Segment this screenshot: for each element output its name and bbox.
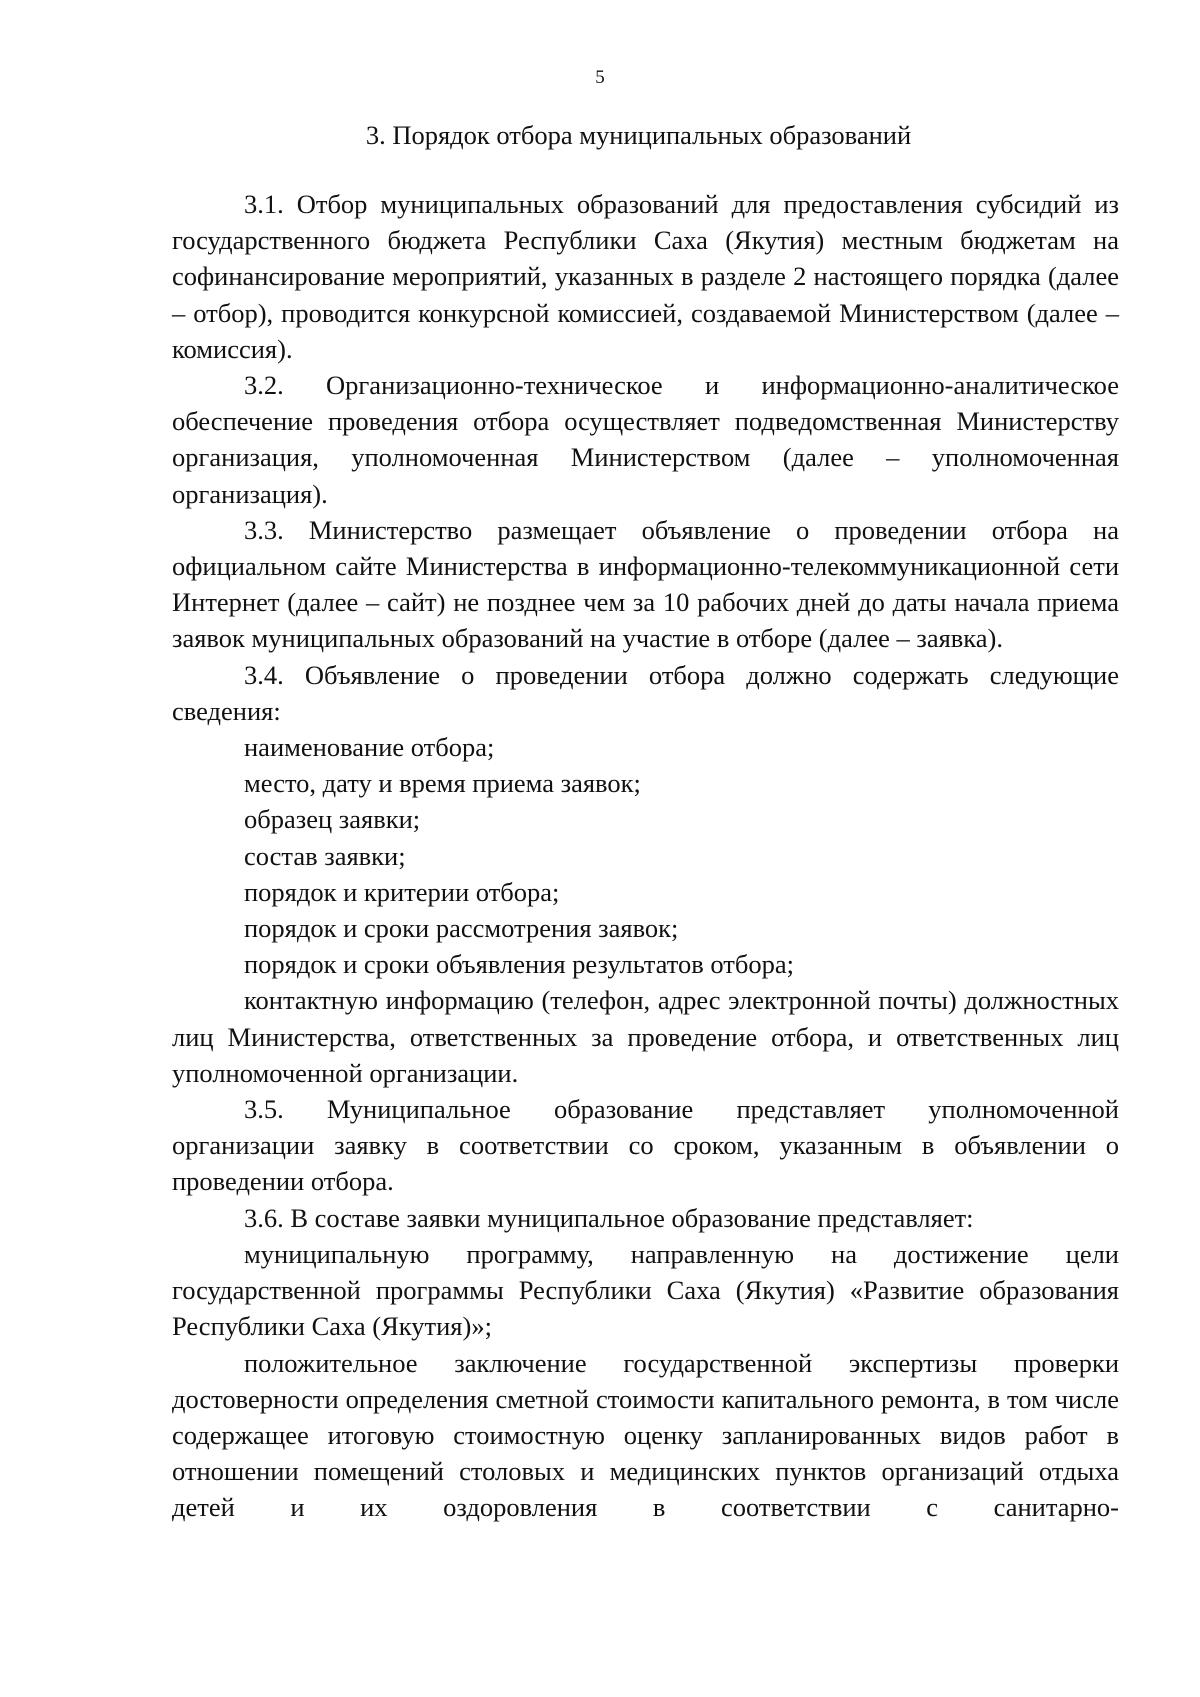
paragraph-3-6: 3.6. В составе заявки муниципальное образование представляет: <box>244 1202 974 1233</box>
paragraph-3-1: 3.1. Отбор муниципальных образований для предоставления субсидий из государственного бюджета Республики Саха (Якутия) местным бюджетам на софинансирование мероприятий, указанных в разделе 2 настоящего порядка (далее – отбор), проводится конкурсной комиссией, создаваемой Министерством (далее – комиссия). <box>172 189 1119 364</box>
list-item: муниципальную программу, направленную на достижение цели государственной программы Республики Саха (Якутия) «Развитие образования Республики Саха (Якутия)»; <box>172 1238 1119 1342</box>
list-item: образец заявки; <box>244 804 421 835</box>
document-body <box>172 186 1119 1526</box>
page-number: 5 <box>595 67 605 88</box>
list-item: наименование отбора; <box>244 732 495 763</box>
paragraph-3-2: 3.2. Организационно-техническое и информационно-аналитическое обеспечение проведения отбора осуществляет подведомственная Министерству организация, уполномоченная Министерством (далее – уполномоченная организация). <box>172 370 1119 509</box>
list-item: порядок и сроки объявления результатов отбора; <box>244 949 794 980</box>
paragraph-3-4: 3.4. Объявление о проведении отбора должно содержать следующие сведения: <box>172 659 1119 726</box>
list-item: порядок и критерии отбора; <box>244 876 560 907</box>
list-item: состав заявки; <box>244 840 406 871</box>
list-item: контактную информацию (телефон, адрес электронной почты) должностных лиц Министерства, ответственных за проведение отбора, и ответственных лиц уполномоченной организации. <box>172 985 1119 1088</box>
list-item: положительное заключение государственной экспертизы проверки достоверности определения сметной стоимости капитального ремонта, в том числе содержащее итоговую стоимостную оценку запланированных видов работ в отношении помещений столовых и медицинских пунктов организаций отдыха детей и их оздоровления в соответствии с санитарно- <box>172 1347 1119 1523</box>
paragraph-3-5: 3.5. Муниципальное образование представляет уполномоченной организации заявку в соответствии со сроком, указанным в объявлении о проведении отбора. <box>172 1094 1119 1197</box>
paragraph-3-3: 3.3. Министерство размещает объявление о проведении отбора на официальном сайте Министерства в информационно-телекоммуникационной сети Интернет (далее – сайт) не позднее чем за 10 рабочих дней до даты начала приема заявок муниципальных образований на участие в отборе (далее – заявка). <box>172 514 1119 654</box>
list-item: место, дату и время приема заявок; <box>244 768 641 799</box>
list-item: порядок и сроки рассмотрения заявок; <box>244 913 679 944</box>
section-title: 3. Порядок отбора муниципальных образований <box>365 120 912 150</box>
